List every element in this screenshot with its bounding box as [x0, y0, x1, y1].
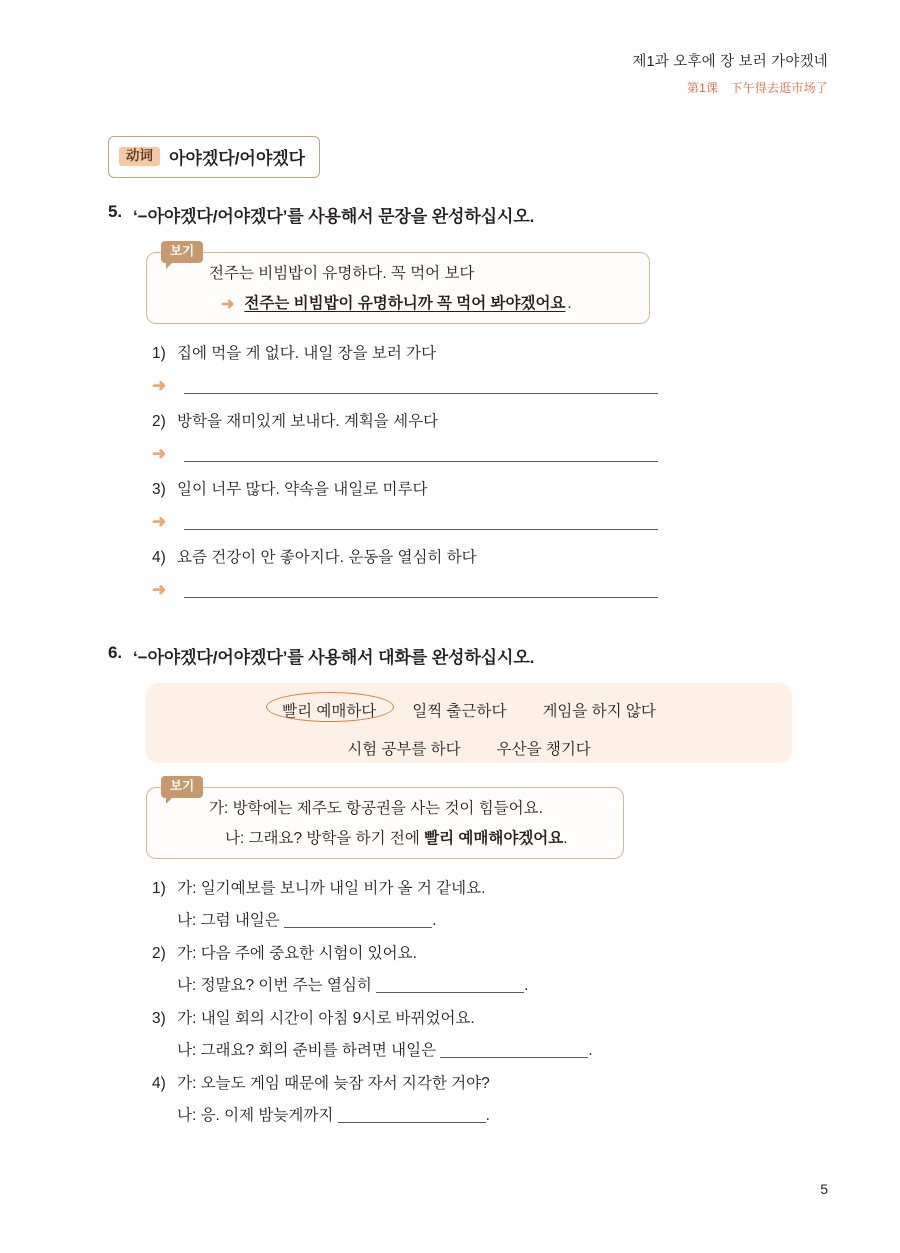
item-5-4-label: 4)	[152, 549, 166, 566]
item-5-1-text: 집에 먹을 게 없다. 내일 장을 보러 가다	[177, 345, 437, 362]
answer-blank-5-3[interactable]	[184, 529, 658, 530]
answer-blank-5-4[interactable]	[184, 597, 658, 598]
item-6-1-answer	[177, 908, 436, 930]
grammar-point-box	[108, 136, 320, 178]
answer-blank-5-2[interactable]	[184, 461, 658, 462]
example-5-answer: 전주는 비빔밥이 유명하니까 꼭 먹어 봐야겠어요	[244, 295, 566, 312]
arrow-icon: ➜	[221, 296, 235, 314]
item-6-2-answer-suffix: .	[524, 977, 529, 994]
arrow-icon: ➜	[152, 376, 167, 395]
item-6-4-label: 4)	[152, 1075, 166, 1092]
arrow-icon: ➜	[152, 444, 167, 463]
answer-blank-6-3[interactable]	[440, 1040, 588, 1058]
example-6-line2-suffix: .	[563, 830, 568, 847]
word-bank-row-2	[146, 737, 792, 759]
item-5-1-label: 1)	[152, 345, 166, 362]
item-6-1-question-text: 가: 일기예보를 보니까 내일 비가 올 거 같네요.	[177, 880, 486, 897]
word-bank-item-label: 빨리 예매하다	[282, 703, 377, 720]
example-5-prompt: 전주는 비빔밥이 유명하다. 꼭 먹어 보다	[209, 265, 475, 282]
item-6-2-answer-prefix: 나: 정말요? 이번 주는 열심히	[177, 977, 377, 994]
question-5-instruction: ‘−아야겠다/어야겠다’를 사용해서 문장을 완성하십시오.	[133, 207, 535, 226]
item-5-2-text: 방학을 재미있게 보내다. 계획을 세우다	[177, 413, 439, 430]
item-5-4-text: 요즘 건강이 안 좋아지다. 운동을 열심히 하다	[177, 549, 477, 566]
item-6-4-answer-prefix: 나: 응. 이제 밤늦게까지	[177, 1107, 338, 1124]
page-header	[632, 52, 828, 97]
item-6-4-question	[152, 1071, 490, 1093]
answer-blank-6-1[interactable]	[284, 910, 432, 928]
example-box-5	[146, 244, 650, 324]
arrow-icon: ➜	[152, 512, 167, 531]
word-bank-item[interactable]: 일찍 출근하다	[412, 703, 507, 720]
arrow-icon: ➜	[152, 580, 167, 599]
item-6-3-answer	[177, 1038, 593, 1060]
item-6-1-question	[152, 876, 485, 898]
item-6-1-answer-suffix: .	[432, 912, 437, 929]
word-bank-item[interactable]: 시험 공부를 하다	[347, 741, 461, 758]
example-6-line2	[225, 828, 568, 850]
example-5-answer-period: .	[567, 295, 572, 312]
word-bank-item[interactable]: 게임을 하지 않다	[542, 703, 656, 720]
circle-highlight-icon	[266, 692, 394, 722]
example-6-line2-answer: 빨리 예매해야겠어요	[424, 830, 564, 847]
question-6-number: 6.	[108, 643, 122, 662]
word-bank	[146, 683, 792, 763]
word-bank-item[interactable]: 우산을 챙기다	[496, 741, 591, 758]
item-6-3-label: 3)	[152, 1010, 166, 1027]
item-6-2-label: 2)	[152, 945, 166, 962]
answer-blank-6-2[interactable]	[376, 975, 524, 993]
word-bank-item-circled[interactable]	[264, 699, 394, 721]
word-bank-row-1	[146, 699, 792, 721]
item-5-2-label: 2)	[152, 413, 166, 430]
item-5-3-label: 3)	[152, 481, 166, 498]
grammar-point-title: 아야겠다/어야겠다	[169, 149, 306, 168]
page-number: 5	[820, 1181, 828, 1197]
example-5-answer-row	[221, 293, 572, 315]
example-tag-5: 보기	[161, 241, 203, 263]
example-6-line2-prefix: 나: 그래요? 방학을 하기 전에	[225, 830, 425, 847]
answer-blank-6-4[interactable]	[338, 1105, 486, 1123]
item-6-4-answer-suffix: .	[485, 1107, 490, 1124]
grammar-pos-tag: 动词	[119, 147, 160, 167]
item-6-3-answer-suffix: .	[588, 1042, 593, 1059]
question-6-instruction: ‘−아야겠다/어야겠다’를 사용해서 대화를 완성하십시오.	[133, 648, 535, 667]
example-tag-6: 보기	[161, 776, 203, 798]
example-6-line1: 가: 방학에는 제주도 항공권을 사는 것이 힘들어요.	[209, 800, 543, 817]
item-5-3-text: 일이 너무 많다. 약속을 내일로 미루다	[177, 481, 428, 498]
item-6-3-answer-prefix: 나: 그래요? 회의 준비를 하려면 내일은	[177, 1042, 441, 1059]
item-6-3-question-text: 가: 내일 회의 시간이 아침 9시로 바뀌었어요.	[177, 1010, 475, 1027]
item-6-4-question-text: 가: 오늘도 게임 때문에 늦잠 자서 지각한 거야?	[177, 1075, 490, 1092]
item-6-2-answer	[177, 973, 528, 995]
question-5-number: 5.	[108, 202, 122, 221]
item-6-2-question-text: 가: 다음 주에 중요한 시험이 있어요.	[177, 945, 417, 962]
answer-blank-5-1[interactable]	[184, 393, 658, 394]
item-6-1-label: 1)	[152, 880, 166, 897]
item-6-3-question	[152, 1006, 475, 1028]
item-6-2-question	[152, 941, 417, 963]
example-box-6	[146, 779, 624, 859]
header-chinese-title: 第1课 下午得去逛市场了	[686, 80, 828, 95]
item-6-4-answer	[177, 1103, 490, 1125]
header-korean-title: 제1과 오후에 장 보러 가야겠네	[632, 54, 828, 70]
item-6-1-answer-prefix: 나: 그럼 내일은	[177, 912, 285, 929]
